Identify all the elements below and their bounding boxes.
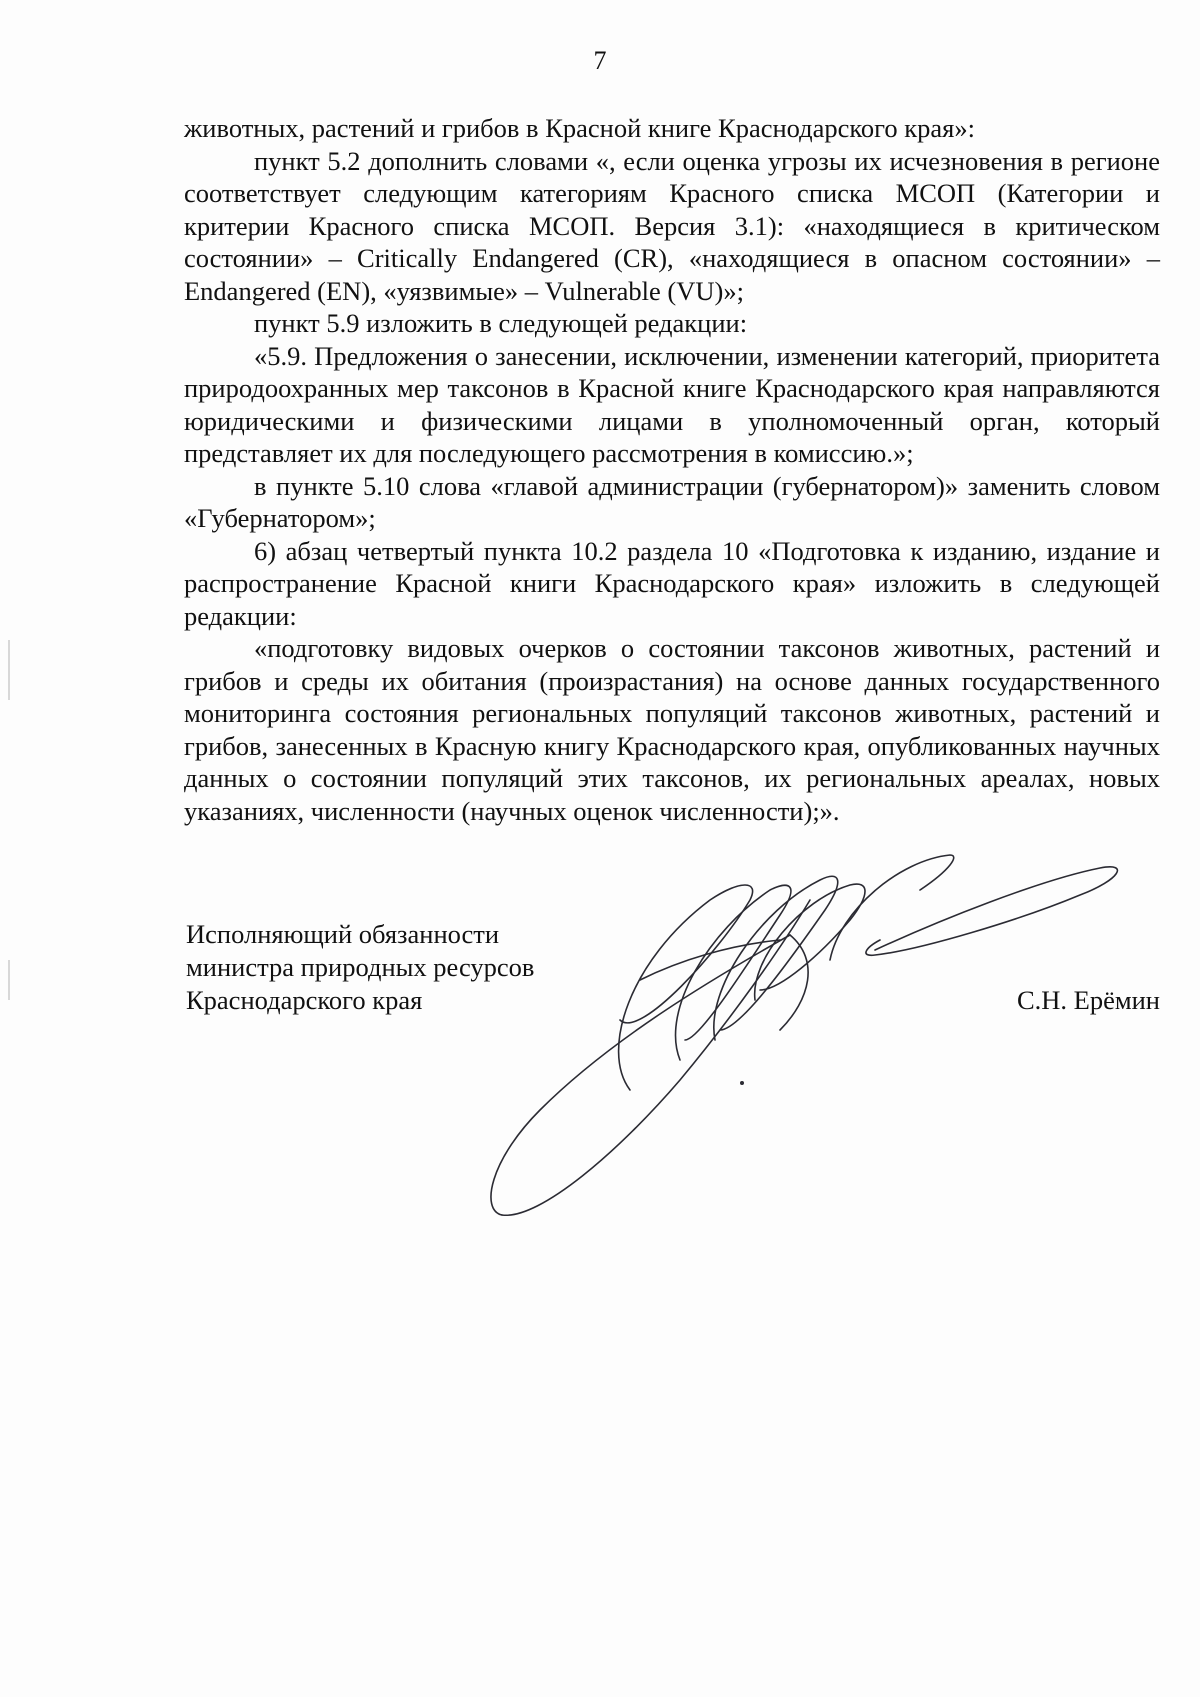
paragraph: животных, растений и грибов в Красной книге Краснодарского края»: bbox=[184, 113, 975, 143]
paragraph: «5.9. Предложения о занесении, исключении, изменении категорий, приоритета природоохранных мер таксонов в Красной книге Краснодарского края направляются юридическими и физическими лицами в уполномоченный орган, который представляет их для последующего рассмотрения в комиссию.»; bbox=[184, 340, 1160, 468]
paragraph: в пункте 5.10 слова «главой администрации (губернатором)» заменить словом «Губернатором»; bbox=[184, 470, 1160, 533]
paragraph: пункт 5.2 дополнить словами «, если оценка угрозы их исчезновения в регионе соответствует следующим категориям Красного списка МСОП (Категории и критерии Красного списка МСОП. Версия 3.1): «находящиеся в критическом состоянии» – Critically Endangered (CR), «находящиеся в опасном состоянии» – Endangered (EN), «уязвимые» – Vulnerable (VU)»; bbox=[184, 145, 1160, 306]
document-body bbox=[184, 112, 1160, 827]
signatory-title-line: Исполняющий обязанности bbox=[186, 919, 500, 949]
handwritten-signature bbox=[480, 840, 1130, 1230]
scan-artifact bbox=[8, 960, 10, 1000]
paragraph: 6) абзац четвертый пункта 10.2 раздела 10 «Подготовка к изданию, издание и распространение Красной книги Краснодарского края» изложить в следующей редакции: bbox=[184, 535, 1160, 631]
signatory-name: С.Н. Ерёмин bbox=[1016, 985, 1160, 1015]
signatory-title-line: министра природных ресурсов bbox=[186, 952, 535, 982]
signatory-title-line: Краснодарского края bbox=[186, 985, 423, 1015]
scan-artifact bbox=[8, 640, 10, 700]
page-number: 7 bbox=[593, 46, 607, 75]
paragraph: пункт 5.9 изложить в следующей редакции: bbox=[254, 308, 748, 338]
paragraph: «подготовку видовых очерков о состоянии таксонов животных, растений и грибов и среды их обитания (произрастания) на основе данных государственного мониторинга состояния региональных популяций таксонов животных, растений и грибов, занесенных в Красную книгу Краснодарского края, опубликованных научных данных о состоянии популяций этих таксонов, их региональных ареалах, новых указаниях, численности (научных оценок численности);». bbox=[184, 633, 1160, 826]
